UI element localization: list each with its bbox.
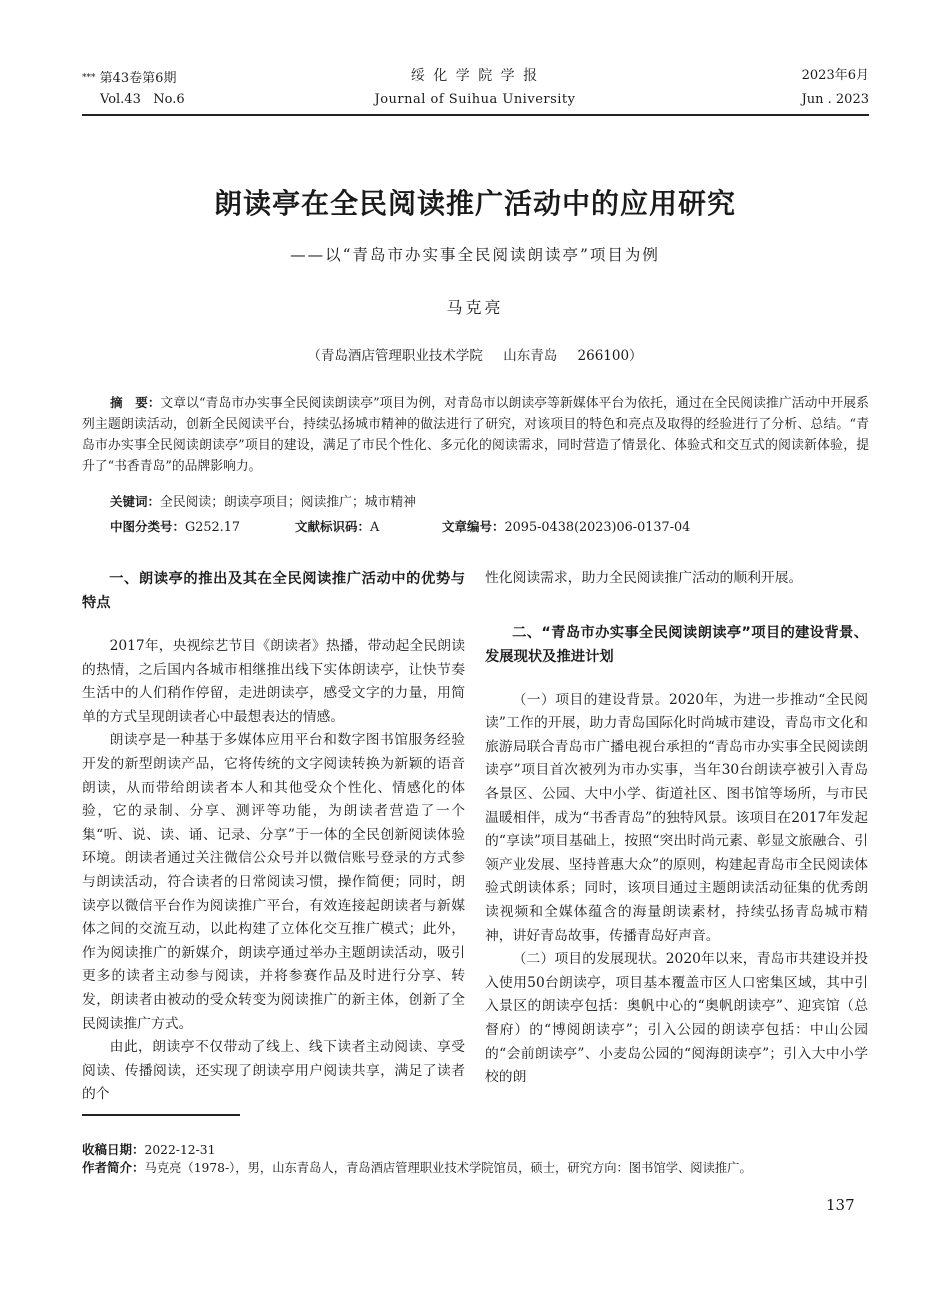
received-label: 收稿日期： <box>82 1142 145 1157</box>
keywords <box>110 491 416 510</box>
section-2-heading: 二、“青岛市办实事全民阅读朗读亭”项目的建设背景、发展现状及推进计划 <box>485 624 868 665</box>
article-no-value: 2095-0438(2023)06-0137-04 <box>504 520 691 535</box>
affiliation-location: 山东青岛 <box>503 348 558 364</box>
keywords-label: 关键词： <box>110 494 161 509</box>
paragraph-5: （二）项目的发展现状。2020年以来，青岛市共建设并投入使用50台朗读亭，项目基本覆盖市区人口密集区域，其中引入景区的朗读亭包括：奥帆中心的“奥帆朗读亭”、迎宾馆（总督府）的“博阅朗读亭”；引入公园的朗读亭包括：中山公园的“会前朗读亭”、小麦岛公园的“阅海朗读亭”；引入大中小学校的朗 <box>485 951 868 1086</box>
article-subtitle: ——以“青岛市办实事全民阅读朗读亭”项目为例 <box>290 246 660 264</box>
received-value: 2022-12-31 <box>144 1143 216 1157</box>
clc-number <box>110 517 295 535</box>
journal-name-en: Journal of Suihua University <box>374 92 576 107</box>
author-name: 马克亮 <box>446 298 504 317</box>
bio-label: 作者简介： <box>82 1160 145 1175</box>
clc-label: 中图分类号： <box>110 519 186 534</box>
journal-name-cn: 绥 化 学 院 学 报 <box>410 68 540 84</box>
doc-code-label: 文献标识码： <box>295 519 371 534</box>
affiliation-institution: （青岛酒店管理职业技术学院 <box>307 348 483 364</box>
keywords-text: 全民阅读；朗读亭项目；阅读推广；城市精神 <box>160 495 416 510</box>
paragraph-4: （一）项目的建设背景。2020年，为进一步推动“全民阅读”工作的开展，助力青岛国际化时尚城市建设，青岛市文化和旅游局联合青岛市广播电视台承担的“青岛市办实事全民阅读朗读亭”项目首次被列为市办实事，当年30台朗读亭被引入青岛各景区、公园、大中小学、街道社区、图书馆等场所，与市民温暖相伴，成为“书香青岛”的独特风景。该项目在2017年发起的“享读”项目基础上，按照“突出时尚元素、彰显文旅融合、引领产业发展、坚持普惠大众”的原则，构建起青岛市全民阅读体验式朗读体系；同时，该项目通过主题朗读活动征集的优秀朗读视频和全媒体蕴含的海量朗读素材，持续弘扬青岛城市精神，讲好青岛故事，传播青岛好声音。 <box>485 691 868 944</box>
abstract-label: 摘 要： <box>110 395 161 410</box>
header-volume-en: Vol.43 No.6 <box>100 92 185 107</box>
author-affiliation <box>0 344 950 364</box>
paragraph-3: 由此，朗读亭不仅带动了线上、线下读者主动阅读、享受阅读、传播阅读，还实现了朗读亭用户阅读共享，满足了读者的个 <box>82 1039 465 1103</box>
section-1-heading: 一、朗读亭的推出及其在全民阅读推广活动中的优势与特点 <box>82 571 465 611</box>
paragraph-1: 2017年，央视综艺节目《朗读者》热播，带动起全民朗读的热情，之后国内各城市相继推出线下实体朗读亭，让快节奏生活中的人们稍作停留，走进朗读亭，感受文字的力量，用简单的方式呈现朗读者心中最想表达的情感。 <box>82 638 465 725</box>
classification-line <box>110 517 870 535</box>
doc-code-value: A <box>370 520 380 535</box>
right-column <box>485 567 868 1090</box>
author-bio <box>82 1159 869 1177</box>
header-rule <box>82 114 869 116</box>
header-date-cn: 2023年6月 <box>801 68 869 83</box>
received-date <box>82 1141 215 1159</box>
paragraph-3-continued: 性化阅读需求，助力全民阅读推广活动的顺利开展。 <box>485 570 803 586</box>
bio-value: 马克亮（1978-），男，山东青岛人，青岛酒店管理职业技术学院馆员，硕士，研究方向：图书馆学、阅读推广。 <box>144 1161 752 1175</box>
clc-value: G252.17 <box>185 520 241 535</box>
abstract <box>82 392 869 477</box>
header-stars: *** <box>82 73 96 83</box>
article-number <box>442 517 690 535</box>
article-title: 朗读亭在全民阅读推广活动中的应用研究 <box>213 187 736 220</box>
paragraph-2: 朗读亭是一种基于多媒体应用平台和数字图书馆服务经验开发的新型朗读产品，它将传统的文字阅读转换为新颖的语音朗读，从而带给朗读者本人和其他受众个性化、情感化的体验，它的录制、分享、测评等功能，为朗读者营造了一个集“听、说、读、诵、记录、分享”于一体的全民创新阅读体验环境。朗读者通过关注微信公众号并以微信账号登录的方式参与朗读活动，符合读者的日常阅读习惯，操作简便；同时，朗读亭以微信平台作为阅读推广平台，有效连接起朗读者与新媒体之间的交流互动，以此构建了立体化交互推广模式；此外，作为阅读推广的新媒介，朗读亭通过举办主题朗读活动，吸引更多的读者主动参与阅读，并将参赛作品及时进行分享、转发，朗读者由被动的受众转变为阅读推广的新主体，创新了全民阅读推广方式。 <box>82 732 465 1032</box>
document-code <box>295 517 442 535</box>
footnote-rule <box>82 1114 240 1116</box>
left-column <box>82 567 465 1107</box>
abstract-text: 文章以“青岛市办实事全民阅读朗读亭”项目为例，对青岛市以朗读亭等新媒体平台为依托，通过在全民阅读推广活动中开展系列主题朗读活动，创新全民阅读平台，持续弘扬城市精神的做法进行了研究，对该项目的特色和亮点及取得的经验进行了分析、总结。“青岛市办实事全民阅读朗读亭”项目的建设，满足了市民个性化、多元化的阅读需求，同时营造了情景化、体验式和交互式的阅读新体验，提升了“书香青岛”的品牌影响力。 <box>82 396 869 474</box>
header-date-en: Jun . 2023 <box>801 92 869 107</box>
header-volume-cn: 第43卷第6期 <box>99 71 177 86</box>
article-no-label: 文章编号： <box>442 519 505 534</box>
affiliation-postcode: 266100） <box>577 348 643 364</box>
page-number: 137 <box>826 1196 855 1214</box>
